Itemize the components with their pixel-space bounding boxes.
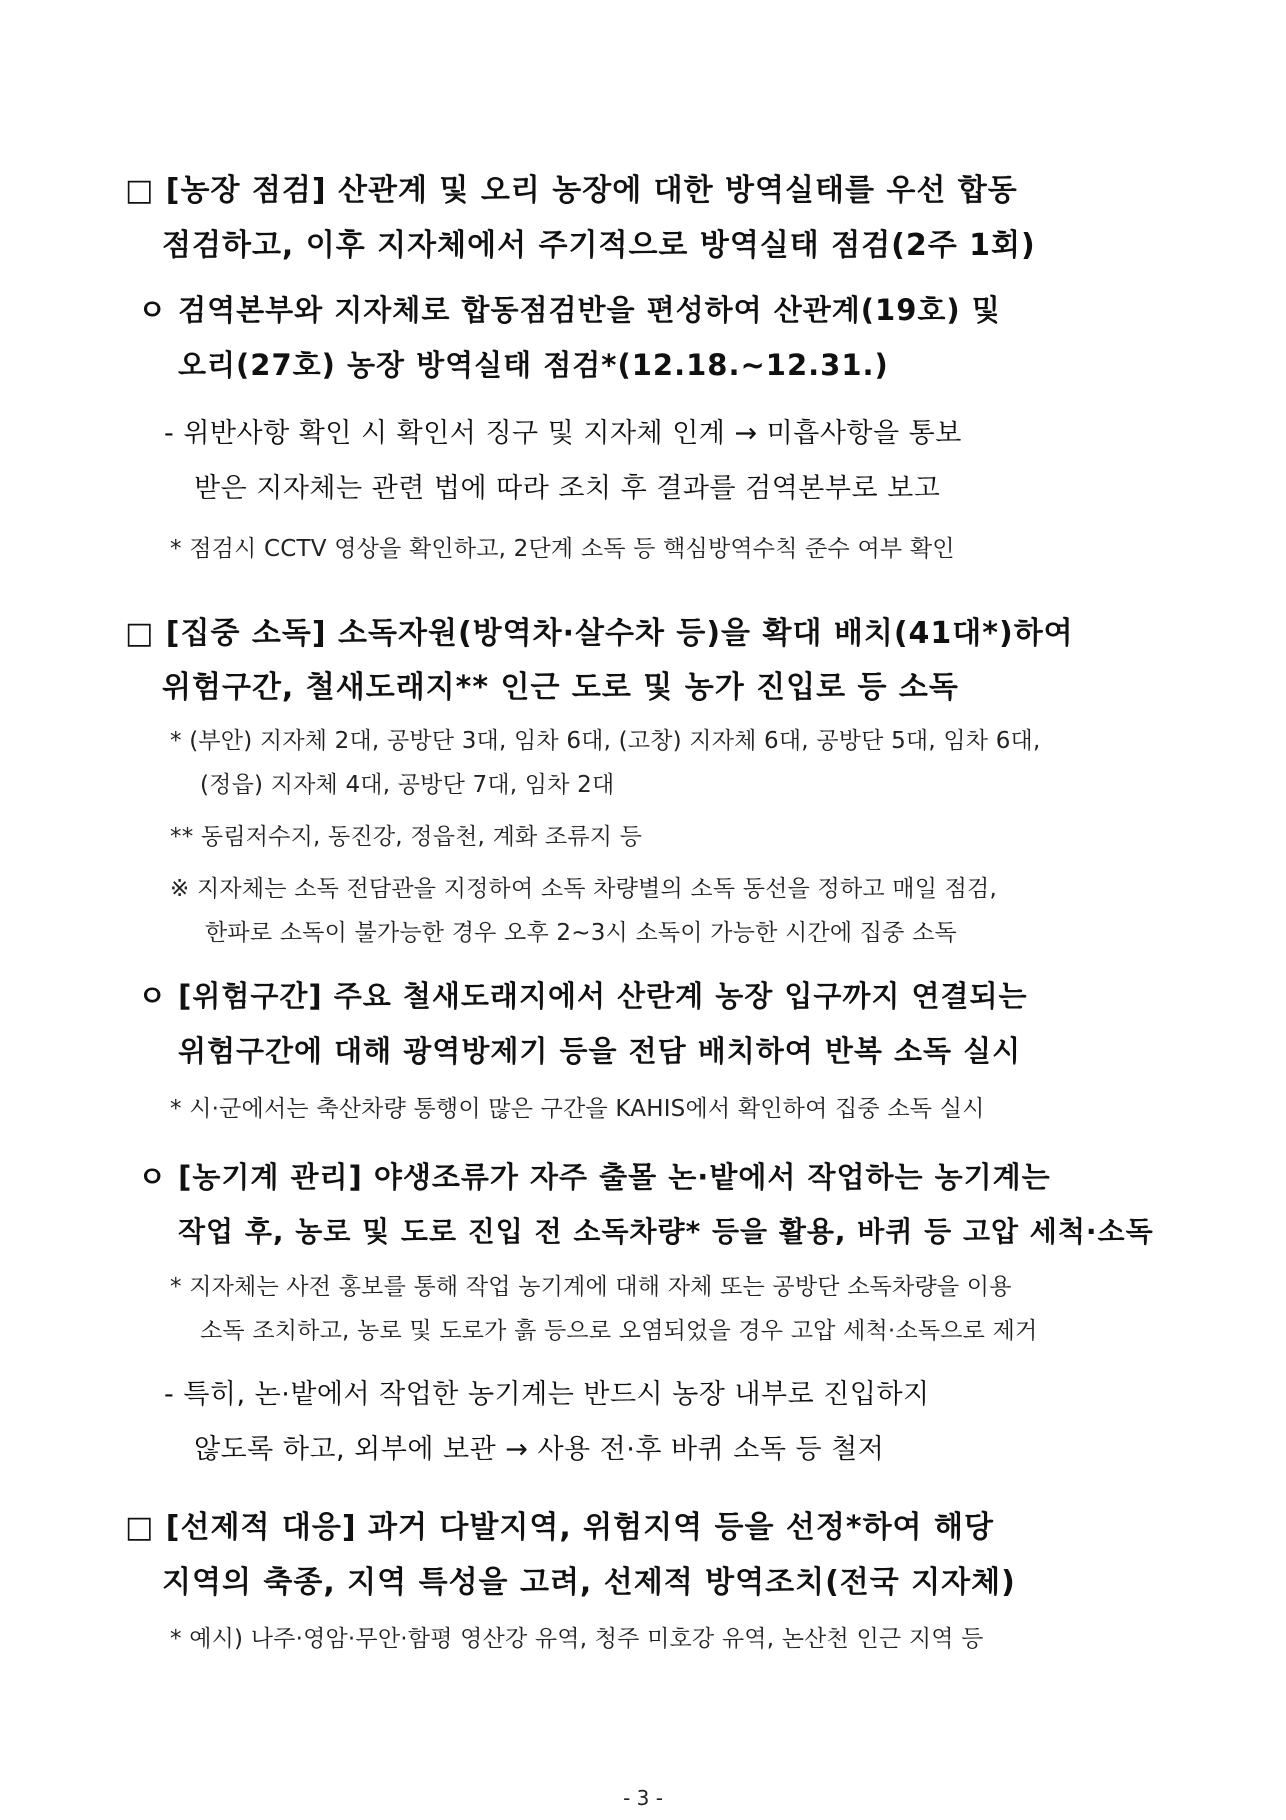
footnote: ** 동림저수지, 동진강, 정읍천, 계화 조류지 등 xyxy=(170,824,643,850)
page-number: - 3 - xyxy=(623,1786,663,1810)
dash-line: - 위반사항 확인 시 확인서 징구 및 지자체 인계 → 미흡사항을 통보 xyxy=(164,418,962,449)
footnote: 소독 조치하고, 농로 및 도로가 흙 등으로 오염되었을 경우 고압 세척·소독으로 제거 xyxy=(200,1318,1038,1344)
section-heading-line: □ [선제적 대응] 과거 다발지역, 위험지역 등을 선정*하여 해당 xyxy=(125,1510,994,1545)
footnote: * (부안) 지자체 2대, 공방단 3대, 임차 6대, (고창) 지자체 6대, 공방단 5대, 임차 6대, xyxy=(170,728,1041,754)
footnote: * 지자체는 사전 홍보를 통해 작업 농기계에 대해 자체 또는 공방단 소독차량을 이용 xyxy=(170,1274,1012,1300)
dash-line: - 특히, 논·밭에서 작업한 농기계는 반드시 농장 내부로 진입하지 xyxy=(164,1379,930,1410)
reference-note: ※ 지자체는 소독 전담관을 지정하여 소독 차량별의 소독 동선을 정하고 매일 점검, xyxy=(170,876,997,902)
section-heading-line: 점검하고, 이후 지자체에서 주기적으로 방역실태 점검(2주 1회) xyxy=(162,228,1036,263)
section-heading-line: 지역의 축종, 지역 특성을 고려, 선제적 방역조치(전국 지자체) xyxy=(162,1565,1016,1600)
footnote: (정읍) 지자체 4대, 공방단 7대, 임차 2대 xyxy=(200,772,615,798)
bullet-line: ㅇ 검역본부와 지자체로 합동점검반을 편성하여 산관계(19호) 및 xyxy=(138,293,1001,327)
bullet-line: ㅇ [농기계 관리] 야생조류가 자주 출몰 논·밭에서 작업하는 농기계는 xyxy=(138,1160,1051,1194)
dash-line: 받은 지자체는 관련 법에 따라 조치 후 결과를 검역본부로 보고 xyxy=(194,473,941,504)
bullet-line: 오리(27호) 농장 방역실태 점검*(12.18.~12.31.) xyxy=(178,348,889,382)
footnote: * 시·군에서는 축산차량 통행이 많은 구간을 KAHIS에서 확인하여 집중 소독 실시 xyxy=(170,1096,985,1122)
footnote: * 예시) 나주·영암·무안·함평 영산강 유역, 청주 미호강 유역, 논산천 인근 지역 등 xyxy=(170,1626,984,1652)
bullet-line: ㅇ [위험구간] 주요 철새도래지에서 산란계 농장 입구까지 연결되는 xyxy=(138,979,1028,1013)
reference-note: 한파로 소독이 불가능한 경우 오후 2~3시 소독이 가능한 시간에 집중 소독 xyxy=(205,920,957,946)
footnote: * 점검시 CCTV 영상을 확인하고, 2단계 소독 등 핵심방역수칙 준수 여부 확인 xyxy=(170,536,955,562)
section-heading-line: □ [농장 점검] 산관계 및 오리 농장에 대한 방역실태를 우선 합동 xyxy=(125,173,1018,208)
section-heading-line: 위험구간, 철새도래지** 인근 도로 및 농가 진입로 등 소독 xyxy=(162,670,959,705)
bullet-line: 위험구간에 대해 광역방제기 등을 전담 배치하여 반복 소독 실시 xyxy=(178,1034,1022,1068)
bullet-line: 작업 후, 농로 및 도로 진입 전 소독차량* 등을 활용, 바퀴 등 고압 세척·소독 xyxy=(178,1215,1154,1248)
section-heading-line: □ [집중 소독] 소독자원(방역차·살수차 등)을 확대 배치(41대*)하여 xyxy=(125,616,1074,651)
dash-line: 않도록 하고, 외부에 보관 → 사용 전·후 바퀴 소독 등 철저 xyxy=(194,1434,885,1465)
